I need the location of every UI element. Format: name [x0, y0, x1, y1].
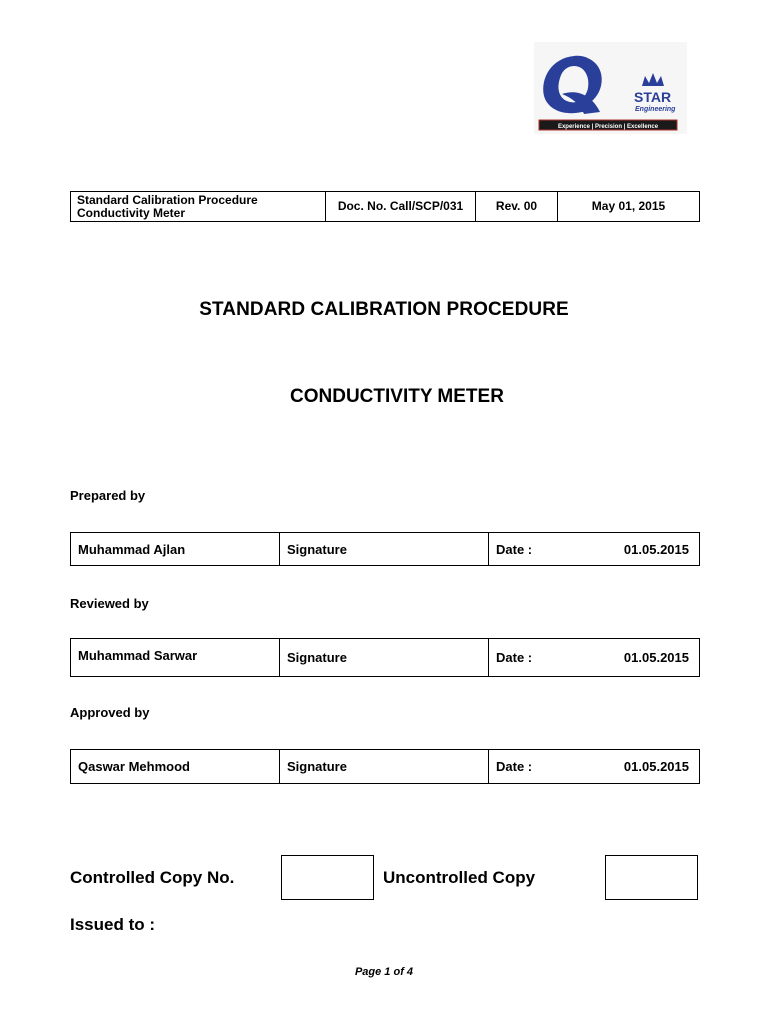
reviewed-name: Muhammad Sarwar [71, 639, 280, 677]
prepared-by-table [70, 532, 700, 566]
prepared-signature: Signature [280, 533, 489, 566]
prepared-date-cell [489, 533, 700, 566]
issue-date: May 01, 2015 [558, 192, 700, 222]
company-logo [534, 42, 687, 134]
prepared-name: Muhammad Ajlan [71, 533, 280, 566]
reviewed-by-label: Reviewed by [70, 596, 149, 611]
qstar-logo-graphic [534, 42, 687, 134]
approved-date-label: Date : [496, 759, 533, 774]
reviewed-date-cell [489, 639, 700, 677]
reviewed-date-label: Date : [496, 650, 533, 665]
revision: Rev. 00 [476, 192, 558, 222]
uncontrolled-copy-label: Uncontrolled Copy [383, 868, 536, 887]
prepared-date: 01.05.2015 [623, 541, 689, 557]
logo-tagline: Experience | Precision | Excellence [557, 124, 659, 130]
approved-by-table [70, 749, 700, 784]
reviewed-date: 01.05.2015 [623, 650, 689, 665]
page-number: Page 1 of 4 [354, 966, 414, 978]
doc-number: Doc. No. Call/SCP/031 [326, 192, 476, 222]
logo-engineering-text: Engineering [635, 106, 676, 113]
prepared-date-label: Date : [496, 541, 533, 557]
sub-title: CONDUCTIVITY METER [290, 386, 504, 407]
controlled-copy-box[interactable] [281, 855, 374, 900]
document-header-table [70, 191, 700, 222]
prepared-by-label: Prepared by [70, 488, 146, 503]
approved-name: Qaswar Mehmood [71, 750, 280, 784]
issued-to-label: Issued to : [70, 915, 156, 934]
procedure-line-2: Conductivity Meter [77, 205, 186, 220]
approved-signature: Signature [280, 750, 489, 784]
approved-date: 01.05.2015 [623, 759, 689, 774]
reviewed-by-table [70, 638, 700, 677]
logo-star-text: STAR [634, 89, 672, 105]
main-title: STANDARD CALIBRATION PROCEDURE [199, 299, 569, 320]
controlled-copy-label: Controlled Copy No. [70, 868, 235, 887]
procedure-line-1: Standard Calibration Procedure [77, 192, 258, 207]
approved-date-cell [489, 750, 700, 784]
uncontrolled-copy-box[interactable] [605, 855, 698, 900]
reviewed-signature: Signature [280, 639, 489, 677]
procedure-title-cell [71, 192, 326, 222]
approved-by-label: Approved by [70, 705, 150, 720]
